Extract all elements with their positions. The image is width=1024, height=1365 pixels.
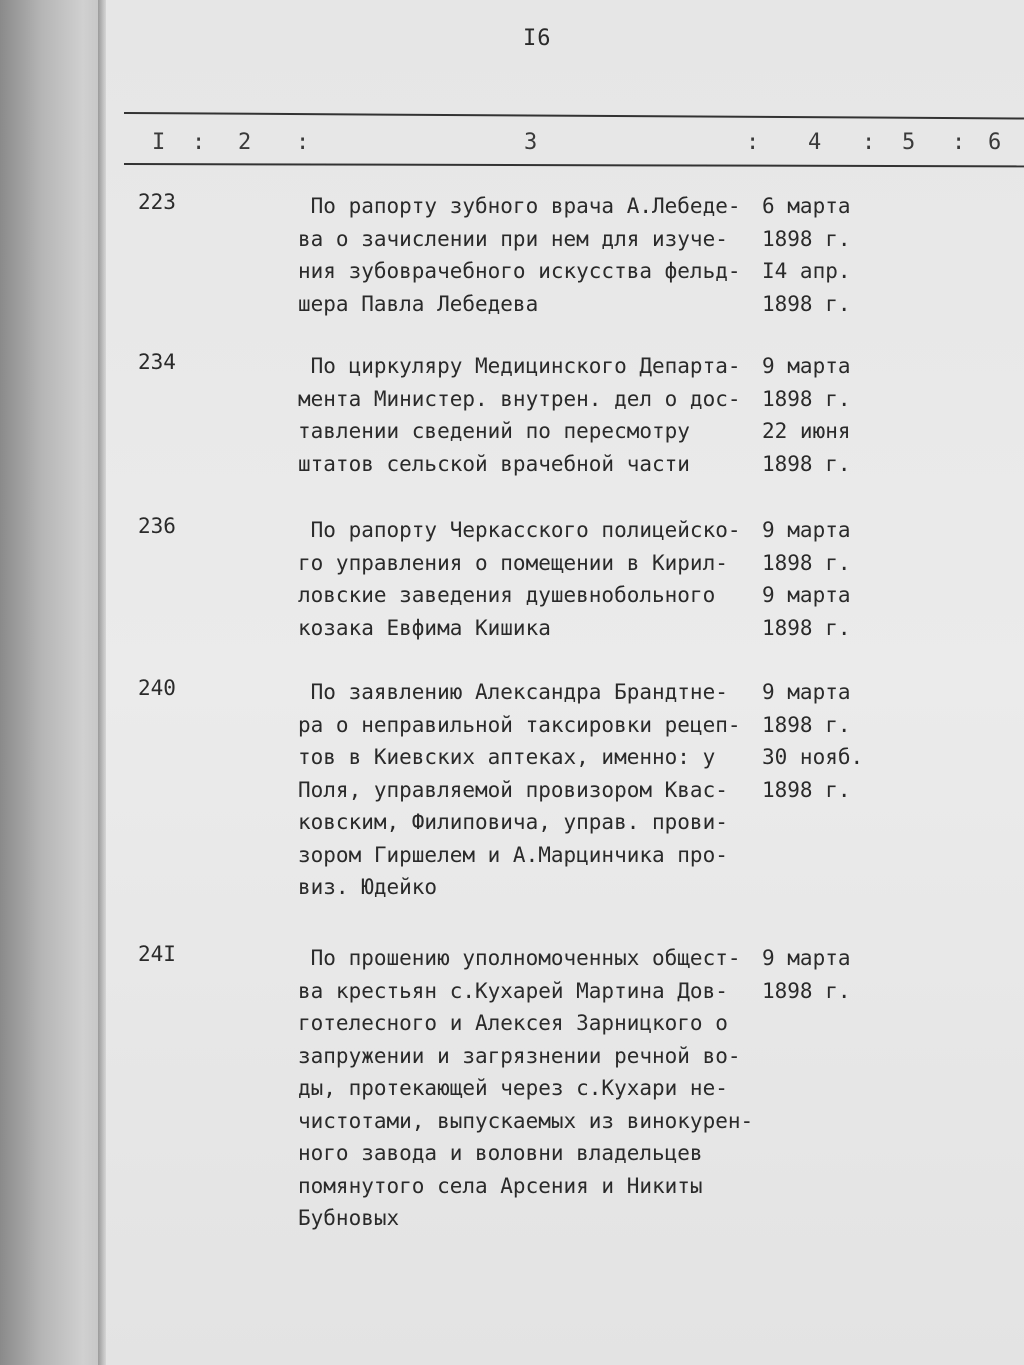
date-line: 1898 г. — [762, 777, 851, 802]
book-binding — [0, 0, 104, 1365]
column-number-5: 5 — [902, 130, 916, 155]
description-line: виз. Юдейко — [298, 875, 438, 899]
description-line: ра о неправильной таксировки рецеп- — [298, 712, 741, 737]
entry-dates — [762, 514, 882, 644]
description-line: По прошению уполномоченных общест- — [298, 946, 741, 970]
date-line: 1898 г. — [762, 291, 851, 316]
description-line: шера Павла Лебедева — [298, 291, 539, 316]
description-line: чистотами, выпускаемых из винокурен- — [298, 1108, 754, 1133]
date-line: 9 марта — [762, 354, 851, 378]
date-line: 1898 г. — [762, 712, 851, 737]
description-line: штатов сельской врачебной части — [298, 451, 690, 476]
date-line: 22 июня — [762, 419, 851, 443]
description-line: По циркуляру Медицинского Департа- — [298, 354, 741, 378]
page-edge — [98, 0, 106, 1365]
entry-number: 24I — [138, 942, 176, 966]
description-line: мента Министер. внутрен. дел о дос- — [298, 386, 741, 411]
description-line: ковским, Филиповича, управ. прови- — [298, 810, 728, 834]
entry-number: 236 — [138, 514, 176, 538]
entry-description — [298, 514, 768, 644]
column-separator: : — [296, 130, 310, 155]
date-line: 1898 г. — [762, 615, 851, 640]
description-line: тов в Киевских аптеках, именно: у — [298, 745, 716, 769]
date-line: 1898 г. — [762, 550, 851, 575]
column-separator: : — [746, 130, 760, 155]
entry-number: 223 — [138, 190, 176, 214]
entry-description — [298, 676, 768, 904]
entry-dates — [762, 350, 882, 480]
column-separator: : — [952, 130, 966, 155]
description-line: го управления о помещении в Кирил- — [298, 550, 728, 575]
date-line: 1898 г. — [762, 386, 851, 411]
column-number-2: 2 — [238, 130, 252, 155]
column-number-6: 6 — [988, 130, 1002, 155]
entry-dates — [762, 190, 882, 320]
description-line: ния зубоврачебного искусства фельд- — [298, 259, 741, 283]
description-line: запружении и загрязнении речной во- — [298, 1043, 741, 1068]
date-line: 1898 г. — [762, 226, 851, 251]
entry-dates — [762, 942, 882, 1007]
description-line: По рапорту Черкасского полицейско- — [298, 518, 741, 542]
date-line: I4 апр. — [762, 259, 851, 283]
page-number: I6 — [523, 26, 552, 51]
description-line: тавлении сведений по пересмотру — [298, 419, 690, 443]
description-line: помянутого села Арсения и Никиты — [298, 1173, 703, 1198]
entry-dates — [762, 676, 882, 806]
column-number-3: 3 — [524, 130, 538, 155]
description-line: ного завода и воловни владельцев — [298, 1141, 703, 1165]
entry-number: 240 — [138, 676, 176, 700]
description-line: ва крестьян с.Кухарей Мартина Дов- — [298, 978, 728, 1003]
entry-description — [298, 350, 768, 480]
column-separator: : — [862, 130, 876, 155]
date-line: 30 нояб. — [762, 745, 864, 769]
entry-description — [298, 942, 768, 1235]
description-line: ловские заведения душевнобольного — [298, 583, 716, 607]
description-line: Поля, управляемой провизором Квас- — [298, 777, 728, 802]
description-line: По заявлению Александра Брандтне- — [298, 680, 728, 704]
description-line: козака Евфима Кишика — [298, 615, 551, 640]
description-line: ва о зачислении при нем для изуче- — [298, 226, 728, 251]
date-line: 9 марта — [762, 946, 851, 970]
description-line: зором Гиршелем и А.Марцинчика про- — [298, 842, 728, 867]
column-number-4: 4 — [808, 130, 822, 155]
description-line: ды, протекающей через с.Кухари не- — [298, 1076, 728, 1100]
date-line: 9 марта — [762, 583, 851, 607]
description-line: По рапорту зубного врача А.Лебеде- — [298, 194, 741, 218]
column-number-1: I — [152, 130, 166, 155]
date-line: 1898 г. — [762, 451, 851, 476]
description-line: Бубновых — [298, 1206, 400, 1230]
column-separator: : — [192, 130, 206, 155]
entry-description — [298, 190, 768, 320]
date-line: 1898 г. — [762, 978, 851, 1003]
entry-number: 234 — [138, 350, 176, 374]
date-line: 9 марта — [762, 680, 851, 704]
date-line: 9 марта — [762, 518, 851, 542]
date-line: 6 марта — [762, 194, 851, 218]
description-line: готелесного и Алексея Зарницкого о — [298, 1011, 728, 1035]
